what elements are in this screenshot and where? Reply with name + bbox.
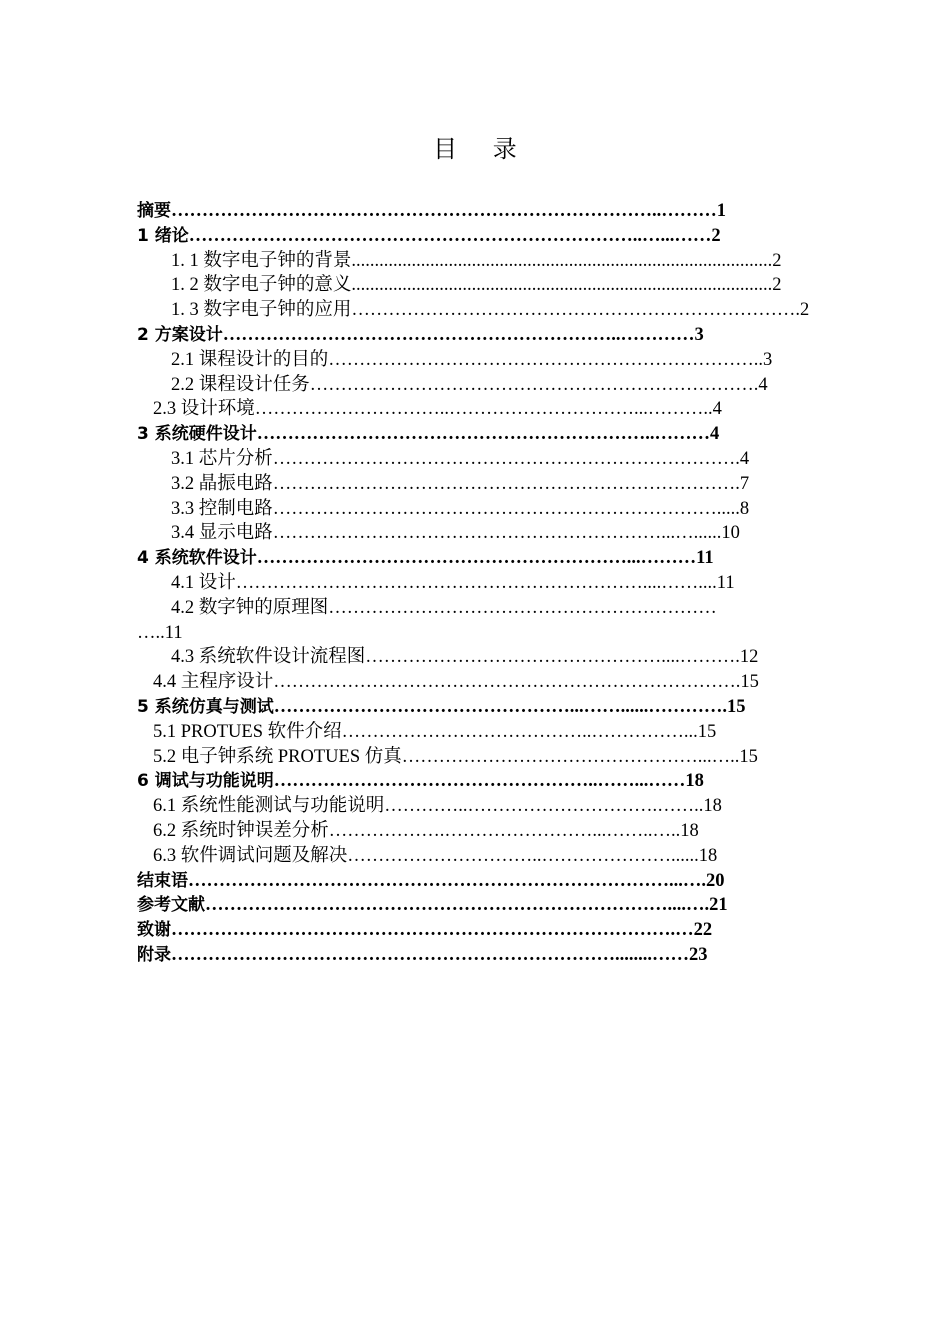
toc-entry — [137, 645, 837, 670]
toc-entry-leader: ……………….……………………...……..….. — [328, 820, 681, 841]
toc-entry — [137, 794, 837, 819]
toc-entry-page: 2 — [711, 225, 721, 246]
toc-entry — [137, 819, 837, 844]
toc-entry-page: 11 — [716, 572, 735, 593]
toc-entry — [137, 447, 837, 472]
toc-entry-leader: ……………………………………………………………… — [351, 300, 796, 321]
toc-entry — [137, 497, 837, 522]
toc-entry-leader: ……………………………………………………………………..……… — [171, 201, 717, 221]
toc-entry-title: 5.2 电子钟系统 PROTUES 仿真 — [153, 746, 402, 767]
toc-entry-page: 18 — [698, 845, 718, 866]
toc-entry — [137, 596, 837, 621]
toc-entry — [137, 397, 837, 422]
toc-entry-title: 3.2 晶振电路 — [171, 473, 273, 494]
toc-entry-leader: ........................................................................................... — [351, 250, 773, 271]
toc-entry — [137, 571, 837, 596]
toc-entry — [137, 720, 837, 745]
toc-entry-page: 18 — [703, 796, 722, 817]
toc-entry-title: 致谢 — [137, 920, 171, 941]
toc-entry — [137, 323, 837, 348]
toc-entry-page: 3 — [694, 324, 704, 345]
toc-entry-leader: …………………………………..……………... — [341, 721, 698, 742]
toc-entry-title: 1. 2 数字电子钟的意义 — [171, 275, 352, 296]
toc-entry-page: 20 — [706, 870, 725, 891]
toc-entry-page: 1 — [716, 201, 726, 221]
toc-entry-leader: ……………………………………………………...……… — [256, 548, 697, 569]
toc-entry-title: 4.1 设计 — [171, 572, 236, 593]
toc-entry-page: 4 — [710, 424, 720, 445]
toc-entry — [137, 373, 837, 398]
toc-entry — [137, 844, 837, 869]
toc-entry-leader: …………..………………………….…….. — [384, 796, 704, 817]
toc-entry-leader: ………………………………………………………..……… — [256, 424, 710, 445]
toc-entry-page: 4 — [758, 374, 768, 395]
toc-entry-title: 3.1 芯片分析 — [171, 448, 273, 469]
toc-entry-leader: ………………………………………………………………… — [273, 672, 736, 693]
toc-entry — [137, 249, 837, 274]
toc-entry-title: 3.4 显示电路 — [171, 523, 273, 544]
toc-entry — [137, 769, 837, 794]
toc-entry-page: 18 — [685, 771, 704, 792]
toc-entry-leader: …………………………..…………………………...……….. — [254, 399, 713, 420]
toc-entry-title: 5.1 PROTUES 软件介绍 — [153, 721, 342, 742]
toc-entry-page: 11 — [164, 622, 183, 643]
toc-entry — [137, 695, 837, 720]
toc-entry — [137, 546, 837, 571]
toc-entry-leader: …………………………………………...……......…………. — [273, 696, 727, 717]
toc-entry-leader: ……………………………………………..……...…… — [273, 771, 686, 792]
toc-entry-leader: ………………………………………………………………..…...…… — [188, 225, 712, 246]
toc-entry-title: 附录 — [137, 944, 171, 965]
toc-entry-leader: …………………………………………………………………. — [272, 448, 740, 469]
toc-entry-title: 4.3 系统软件设计流程图 — [171, 647, 366, 668]
toc-entry — [137, 943, 837, 968]
toc-entry-title: 1. 3 数字电子钟的应用 — [171, 300, 352, 321]
toc-entry-leader: …………………………………………………………....…….... — [235, 572, 717, 593]
toc-entry-title: 1. 1 数字电子钟的背景 — [171, 250, 352, 271]
toc-entry-leader: ….. — [137, 622, 165, 643]
toc-title: 目 录 — [433, 135, 531, 163]
toc-entry-page: 15 — [739, 746, 758, 767]
toc-entry — [137, 472, 837, 497]
toc-entry-leader: ………………………………………………………...…...... — [272, 523, 722, 544]
toc-entry-title: 6.1 系统性能测试与功能说明 — [153, 796, 385, 817]
toc-entry-page: 4 — [712, 399, 722, 420]
toc-entry-leader: ………………………………………………………..………… — [222, 324, 695, 345]
toc-entry-title: 摘要 — [137, 201, 171, 221]
toc-entry — [137, 893, 837, 918]
toc-entry — [137, 298, 837, 323]
toc-entry-page: 18 — [680, 820, 699, 841]
toc-entry-leader: …………………………………………...….. — [401, 746, 740, 767]
toc-entry-title: 6.3 软件调试问题及解决 — [153, 845, 348, 866]
toc-entry — [137, 670, 837, 695]
toc-entry-leader: ………………………………………………………………..... — [272, 498, 740, 519]
toc-entry-page: 23 — [689, 944, 708, 965]
toc-entry-title: 4.4 主程序设计 — [153, 672, 274, 693]
toc-entry-page: 3 — [763, 349, 773, 370]
toc-entry — [137, 745, 837, 770]
toc-entry — [137, 199, 837, 224]
toc-entry-page: .2 — [795, 300, 810, 321]
toc-entry-leader: …………………………..…………………...... — [347, 845, 699, 866]
toc-entry — [137, 521, 837, 546]
toc-entry — [137, 348, 837, 373]
toc-entry-title: 1 绪论 — [137, 225, 189, 246]
toc-entry-title: 2.3 设计环境 — [153, 399, 255, 420]
toc-entry-leader: ........................................................................................... — [351, 275, 773, 296]
toc-entry-title: 4.2 数字钟的原理图 — [171, 597, 329, 618]
toc-entry-page: 15 — [697, 721, 717, 742]
toc-entry-page: 7 — [739, 473, 750, 494]
toc-entry-leader: …………………………………………………………….. — [328, 349, 764, 370]
toc-entry-page: 2 — [772, 275, 782, 296]
toc-entry-title: 参考文献 — [137, 895, 205, 916]
toc-entry-leader: …………………………………………………………………....…. — [205, 895, 710, 916]
toc-entry-title: 4 系统软件设计 — [137, 548, 257, 569]
toc-entry-title: 3 系统硬件设计 — [137, 424, 257, 445]
toc-entry — [137, 273, 837, 298]
toc-entry-title: 2 方案设计 — [137, 324, 223, 345]
toc-entry-leader: …………………………………………………………………. — [272, 473, 740, 494]
toc-entry-title: 6.2 系统时钟误差分析 — [153, 820, 329, 841]
toc-entry-leader: ………………………………………………………………. — [309, 374, 759, 395]
toc-entry-leader: ……………………………………………………………………….… — [171, 920, 694, 941]
toc-entry — [137, 918, 837, 943]
toc-entry-page: 4 — [739, 448, 750, 469]
toc-entry-title: 2.2 课程设计任务 — [171, 374, 310, 395]
toc-entry-title: 6 调试与功能说明 — [137, 771, 274, 792]
toc-entry — [137, 869, 837, 894]
toc-entry-page: 11 — [696, 548, 714, 569]
toc-entry-page: .15 — [735, 672, 759, 693]
toc-entry-leader: ……………………………………………………………………...…. — [188, 870, 706, 891]
toc-entry — [137, 621, 837, 646]
toc-entry-leader: ………………………………………………………………........…… — [171, 944, 689, 965]
toc-entry-page: 22 — [693, 920, 713, 941]
toc-entry-leader: …………………………………………....………. — [365, 647, 740, 668]
toc-entry — [137, 224, 837, 249]
toc-entry-title: 5 系统仿真与测试 — [137, 696, 274, 717]
toc-entry-leader: ……………………………………………………… — [328, 597, 717, 618]
toc-entry-page: 10 — [721, 523, 740, 544]
toc-entry-page: 12 — [739, 647, 759, 668]
toc-entry-page: 2 — [772, 250, 782, 271]
toc-entry-title: 结束语 — [137, 870, 188, 891]
toc-entry-title: 3.3 控制电路 — [171, 498, 273, 519]
toc-entry — [137, 422, 837, 447]
toc-entry-page: 8 — [739, 498, 750, 519]
toc-entry-page: 15 — [727, 696, 746, 717]
toc-entry-title: 2.1 课程设计的目的 — [171, 349, 329, 370]
toc-entry-page: 21 — [709, 895, 728, 916]
table-of-contents — [137, 199, 837, 968]
